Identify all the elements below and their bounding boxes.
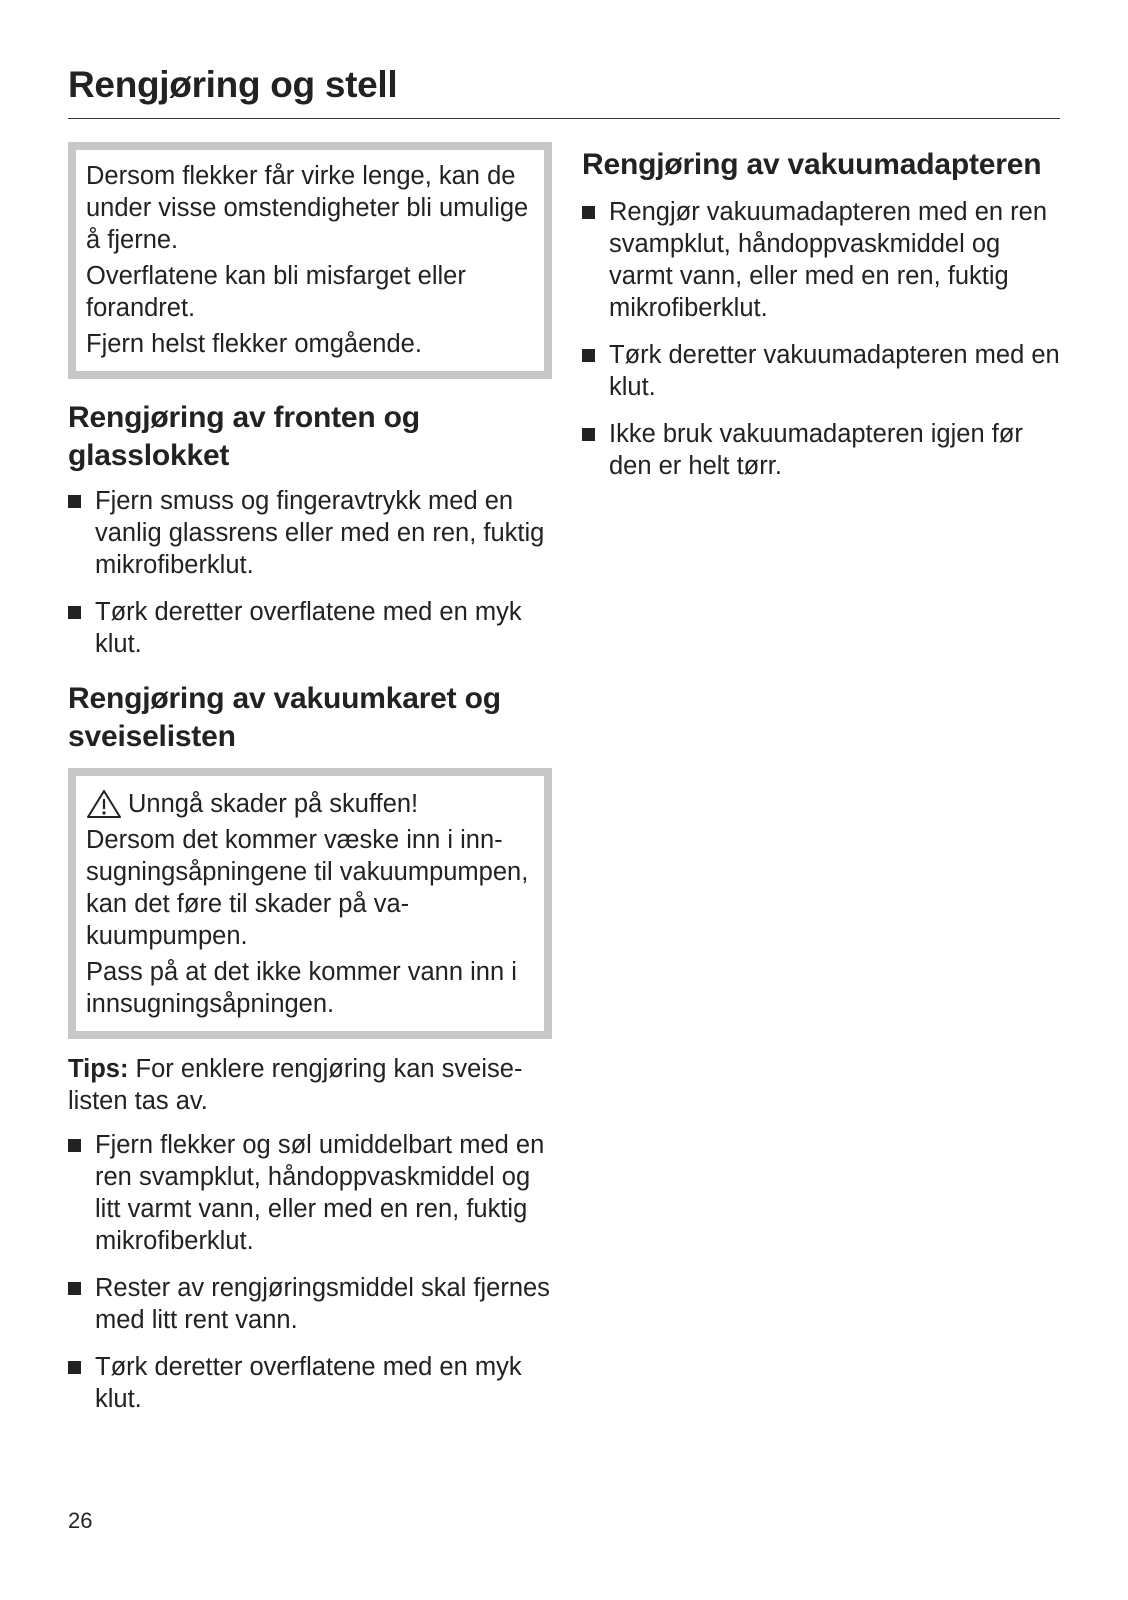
square-bullet-icon xyxy=(68,606,81,619)
list-item xyxy=(68,485,552,581)
warning-title-row xyxy=(86,788,530,820)
list-item-text: Ikke bruk vakuumadapteren igjen før den er helt tørr. xyxy=(609,420,1023,480)
square-bullet-icon xyxy=(582,349,595,362)
square-bullet-icon xyxy=(582,206,595,219)
warning-title: Unngå skader på skuffen! xyxy=(128,790,419,818)
warning-text: Pass på at det ikke kommer vann inn i innsugningsåpningen. xyxy=(86,958,517,1018)
tips-label: Tips: xyxy=(68,1055,129,1083)
section-heading-front: Rengjøring av fronten og glasslokket xyxy=(68,401,420,472)
list-item-text: Rengjør vakuumadapteren med en ren svampklut, håndoppvaskmiddel og varmt vann, eller med en ren, fuktig mikrofiberklut. xyxy=(609,198,1047,322)
title-divider xyxy=(68,118,1060,119)
square-bullet-icon xyxy=(68,1361,81,1374)
list-item xyxy=(582,339,1060,403)
warning-box xyxy=(68,768,552,1039)
square-bullet-icon xyxy=(68,1139,81,1152)
list-item xyxy=(582,196,1060,324)
chamber-instructions-list xyxy=(68,1129,552,1415)
list-item-text: Tørk deretter overflatene med en myk klut. xyxy=(95,1353,522,1413)
page-number: 26 xyxy=(68,1508,93,1533)
list-item-text: Rester av rengjøringsmiddel skal fjernes med litt rent vann. xyxy=(95,1274,550,1334)
square-bullet-icon xyxy=(68,495,81,508)
list-item-text: Fjern smuss og fingeravtrykk med en vanlig glassrens eller med en ren, fuktig mikrofiberklut. xyxy=(95,487,545,579)
list-item xyxy=(68,1351,552,1415)
tips-text: For enklere rengjøring kan sveiselisten tas av. xyxy=(68,1055,523,1115)
list-item xyxy=(68,1129,552,1257)
list-item xyxy=(68,596,552,660)
square-bullet-icon xyxy=(582,428,595,441)
square-bullet-icon xyxy=(68,1282,81,1295)
notice-text: Fjern helst flekker omgående. xyxy=(86,330,422,358)
page-title: Rengjøring og stell xyxy=(68,64,398,105)
list-item-text: Fjern flekker og søl umiddelbart med en ren svampklut, håndoppvaskmiddel og litt varmt vann, eller med en ren, fuktig mikrofiberklut. xyxy=(95,1131,545,1255)
list-item xyxy=(582,418,1060,482)
notice-text: Dersom flekker får virke lenge, kan de under visse omstendigheter bli umulige å fjerne. xyxy=(86,162,529,254)
section-heading-chamber: Rengjøring av vakuumkaret og sveiselisten xyxy=(68,682,501,753)
list-item-text: Tørk deretter overflatene med en myk klut. xyxy=(95,598,522,658)
notice-text: Overflatene kan bli misfarget eller forandret. xyxy=(86,262,466,322)
list-item-text: Tørk deretter vakuumadapteren med en klut. xyxy=(609,341,1060,401)
front-instructions-list xyxy=(68,485,552,660)
tips-paragraph xyxy=(68,1053,552,1117)
stain-notice-box xyxy=(68,142,552,379)
list-item xyxy=(68,1272,552,1336)
adapter-instructions-list xyxy=(582,196,1060,482)
warning-text: Dersom det kommer væske inn i innsugningsåpningene til vakuumpumpen, kan det føre til skader på vakuumpumpen. xyxy=(86,826,529,950)
warning-triangle-icon xyxy=(86,789,122,819)
right-column xyxy=(582,146,1060,482)
section-heading-adapter: Rengjøring av vakuumadapteren xyxy=(582,148,1042,181)
left-column xyxy=(68,142,552,1415)
